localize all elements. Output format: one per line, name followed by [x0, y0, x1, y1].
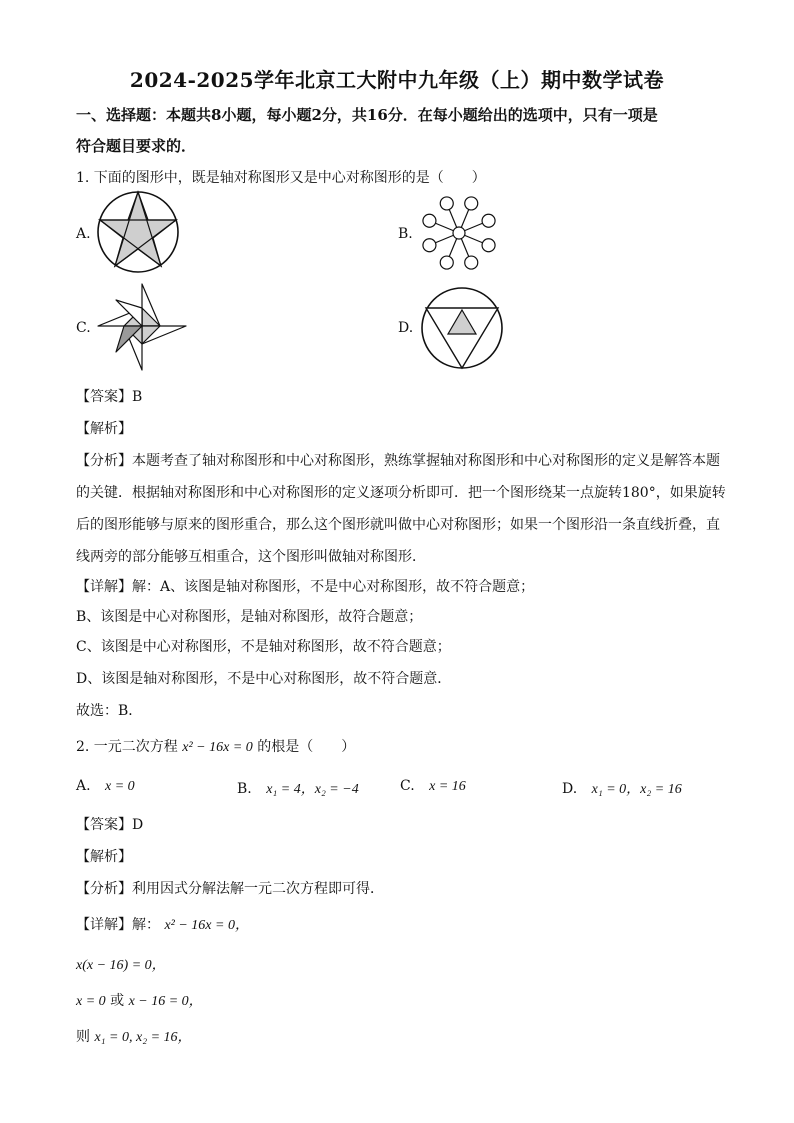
q2-step3-left: x = 0 [76, 994, 106, 1009]
q2-option-c-value: x = 16 [429, 779, 466, 794]
q2-stem-prefix: 2. 一元二次方程 [76, 739, 178, 755]
q1-detail-d: D、该图是轴对称图形，不是中心对称图形，故不符合题意． [76, 671, 452, 687]
section-heading-line1: 一、选择题：本题共8小题，每小题2分，共16分．在每小题给出的选项中，只有一项是 [76, 106, 658, 124]
section-heading-line2: 符合题目要求的． [76, 137, 197, 155]
q1-figure-a-star-in-circle [96, 190, 180, 274]
figure-b-outer-circle [465, 197, 478, 210]
q1-option-d-label: D. [398, 320, 414, 336]
figure-b-center-circle [453, 227, 465, 239]
q2-analysis-tag: 【解析】 [76, 849, 132, 865]
q1-conclusion: 故选：B． [76, 703, 143, 719]
q1-fenxi-line2: 的关键．根据轴对称图形和中心对称图形的定义逐项分析即可．把一个图形绕某一点旋转180°，如果旋转 [76, 485, 726, 501]
q1-option-b-label: B. [398, 226, 413, 242]
q2-option-a-value: x = 0 [105, 779, 135, 794]
q2-stem [76, 736, 355, 756]
q2-option-b-value: x₁ = 4，x₂ = −4 [266, 782, 359, 797]
q2-fenxi: 【分析】利用因式分解法解一元二次方程即可得． [76, 881, 384, 897]
q1-option-c-label: C. [76, 320, 91, 336]
figure-b-outer-circle [423, 239, 436, 252]
q2-option-a [76, 778, 135, 795]
q2-option-d-value: x₁ = 0，x₂ = 16 [591, 782, 682, 797]
q2-option-d [562, 778, 682, 798]
figure-b-outer-circle [482, 239, 495, 252]
q2-detail-prefix: 【详解】解： [76, 917, 160, 933]
page-title: 2024-2025学年北京工大附中九年级（上）期中数学试卷 [129, 68, 665, 92]
q2-step4-prefix: 则 [76, 1029, 90, 1045]
q2-step2: x(x − 16) = 0， [76, 958, 166, 973]
q2-stem-equation: x² − 16x = 0 [182, 740, 253, 755]
q1-detail-a: 【详解】解：A、该图是轴对称图形，不是中心对称图形，故不符合题意； [76, 579, 535, 595]
q1-figure-b-radial-circles [418, 192, 500, 274]
q2-step3-mid: 或 [110, 993, 125, 1009]
q2-option-c-label: C. [400, 778, 415, 794]
figure-b-outer-circle [423, 214, 436, 227]
q1-fenxi-line4: 线两旁的部分能够互相重合，这个图形叫做轴对称图形． [76, 549, 426, 565]
q2-option-c [400, 778, 466, 795]
q1-analysis-tag: 【解析】 [76, 421, 132, 437]
q2-option-a-label: A. [76, 778, 91, 794]
q2-step1: x² − 16x = 0， [164, 918, 249, 933]
q1-answer: 【答案】B [76, 389, 143, 405]
figure-b-outer-circle [465, 256, 478, 269]
q2-step3 [76, 990, 203, 1010]
q1-figure-d-triangle-in-circle [420, 286, 504, 370]
figure-b-outer-circle [440, 256, 453, 269]
q1-option-a-label: A. [76, 226, 91, 242]
q2-option-b [237, 778, 359, 798]
q2-option-b-label: B. [237, 781, 252, 797]
q2-detail-line1 [76, 914, 249, 934]
figure-b-outer-circle [440, 197, 453, 210]
q2-step4 [76, 1026, 192, 1046]
q1-fenxi-line3: 后的图形能够与原来的图形重合，那么这个图形就叫做中心对称图形；如果一个图形沿一条直线折叠，直 [76, 517, 720, 533]
q2-option-d-label: D. [562, 781, 578, 797]
q2-step4-value: x₁ = 0, x₂ = 16， [94, 1030, 192, 1045]
q1-detail-c: C、该图是中心对称图形，不是轴对称图形，故不符合题意； [76, 639, 451, 655]
q1-fenxi-line1: 【分析】本题考查了轴对称图形和中心对称图形，熟练掌握轴对称图形和中心对称图形的定义是解答本题 [76, 453, 720, 469]
q2-stem-suffix: 的根是（ ） [257, 739, 356, 755]
q2-step3-right: x − 16 = 0， [128, 994, 203, 1009]
q1-detail-b: B、该图是中心对称图形，是轴对称图形，故符合题意； [76, 609, 423, 625]
q1-figure-c-pinwheel [96, 282, 188, 372]
q1-stem: 1. 下面的图形中，既是轴对称图形又是中心对称图形的是（ ） [76, 170, 486, 186]
figure-b-outer-circle [482, 214, 495, 227]
q2-answer: 【答案】D [76, 817, 144, 833]
